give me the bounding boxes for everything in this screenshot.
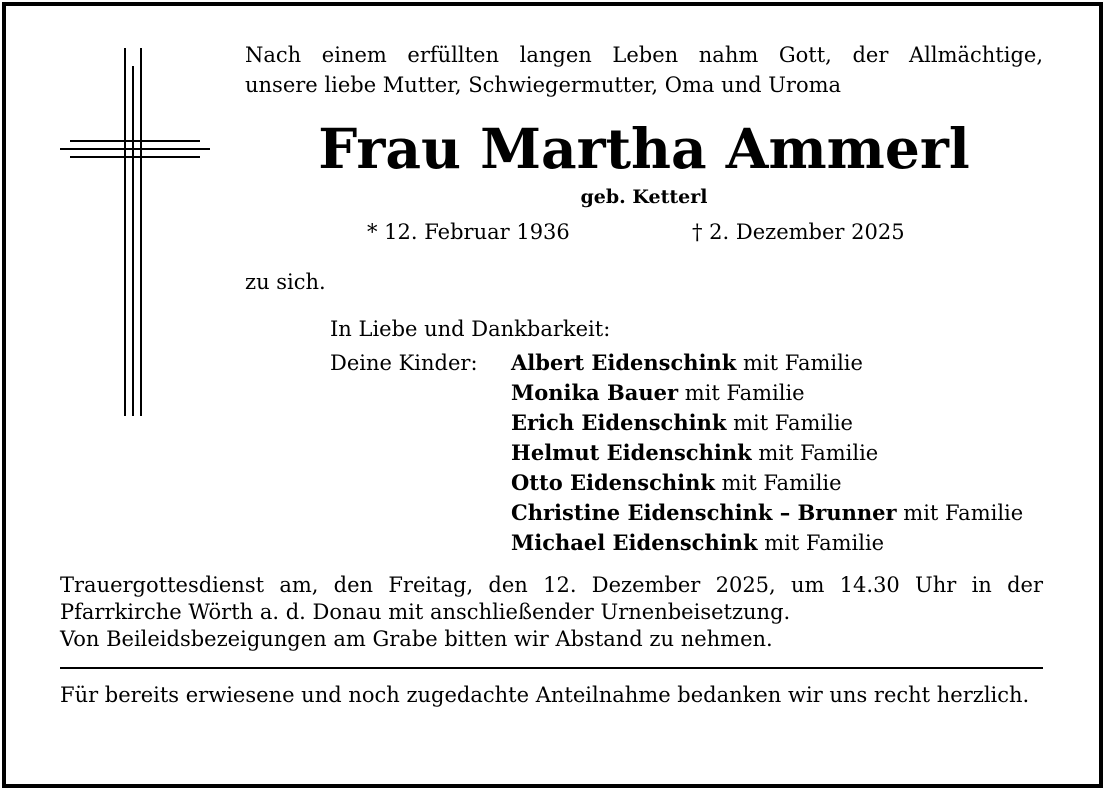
- intro-line-2: unsere liebe Mutter, Schwiegermutter, Oma und Uroma: [245, 73, 842, 97]
- child-suffix: mit Familie: [751, 441, 879, 465]
- child-suffix: mit Familie: [714, 471, 842, 495]
- child-name: Monika Bauer: [511, 380, 679, 405]
- child-suffix: mit Familie: [726, 411, 853, 435]
- deceased-name: Frau Martha Ammerl: [318, 116, 970, 181]
- birth-date: * 12. Februar 1936: [367, 220, 570, 244]
- list-item: [511, 528, 1023, 558]
- service-line-1: Trauergottesdienst am, den Freitag, den 12. Dezember 2025, um 14.30 Uhr in der: [60, 573, 1043, 597]
- child-name: Otto Eidenschink: [511, 470, 715, 495]
- list-item: [511, 498, 1023, 528]
- child-suffix: mit Familie: [757, 531, 885, 555]
- intro-text: [245, 40, 1043, 100]
- child-name: Helmut Eidenschink: [511, 440, 752, 465]
- divider: [60, 667, 1043, 669]
- cross-icon: [60, 48, 210, 416]
- closing-intro: zu sich.: [245, 270, 326, 294]
- children-list: [511, 348, 1023, 558]
- thanks-text: Für bereits erwiesene und noch zugedachte Anteilnahme bedanken wir uns recht herzlich.: [60, 683, 1030, 707]
- maiden-name: geb. Ketterl: [580, 186, 708, 208]
- intro-line-1: Nach einem erfüllten langen Leben nahm Gott, der Allmächtige,: [245, 43, 1043, 67]
- list-item: [511, 348, 1023, 378]
- death-date: † 2. Dezember 2025: [692, 220, 905, 244]
- list-item: [511, 408, 1023, 438]
- child-name: Michael Eidenschink: [511, 530, 758, 555]
- service-info: [60, 572, 1043, 653]
- child-suffix: mit Familie: [736, 351, 863, 375]
- list-item: [511, 378, 1023, 408]
- child-suffix: mit Familie: [678, 381, 805, 405]
- mourners-heading: In Liebe und Dankbarkeit:: [330, 317, 611, 341]
- child-name: Christine Eidenschink – Brunner: [511, 500, 897, 525]
- child-suffix: mit Familie: [896, 501, 1024, 525]
- child-name: Albert Eidenschink: [511, 350, 737, 375]
- service-line-3: Von Beileidsbezeigungen am Grabe bitten wir Abstand zu nehmen.: [60, 627, 773, 651]
- list-item: [511, 468, 1023, 498]
- list-item: [511, 438, 1023, 468]
- service-line-2: Pfarrkirche Wörth a. d. Donau mit anschließender Urnenbeisetzung.: [60, 600, 791, 624]
- child-name: Erich Eidenschink: [511, 410, 727, 435]
- children-label: Deine Kinder:: [330, 351, 478, 375]
